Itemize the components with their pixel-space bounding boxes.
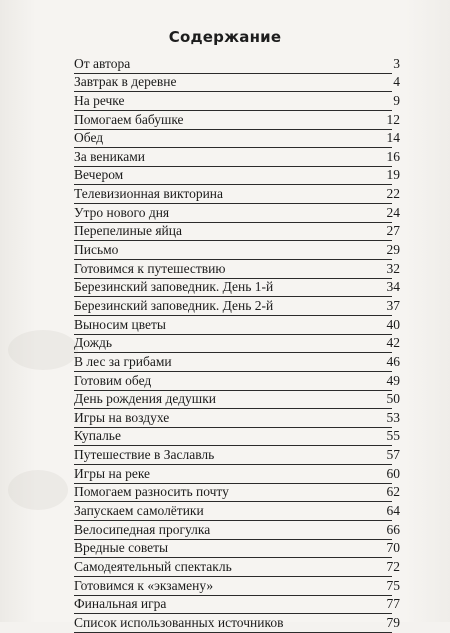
toc-entry: [74, 167, 400, 186]
toc-entry-title: Обед: [74, 130, 104, 146]
toc-entry-page-number: 3: [393, 55, 400, 71]
toc-entry-page-number: 19: [386, 167, 400, 183]
toc-entry-page-number: 14: [386, 130, 400, 146]
toc-entry: [74, 577, 400, 596]
toc-entry-title: Список использованных источников: [74, 614, 284, 630]
toc-entry-title: Помогаем бабушке: [74, 111, 184, 127]
toc-entry: [74, 502, 400, 521]
toc-entry-page-number: 12: [386, 111, 400, 127]
toc-entry: [74, 558, 400, 577]
toc-entry-page-number: 77: [386, 596, 400, 612]
toc-entry-title: Вечером: [74, 167, 124, 183]
toc-entry-page-number: 53: [386, 409, 400, 425]
toc-entry: [74, 391, 400, 410]
toc-entry-title: Готовим обед: [74, 372, 152, 388]
toc-entry-title: Игры на воздухе: [74, 409, 170, 425]
toc-entry: [74, 446, 400, 465]
table-of-contents: [74, 55, 400, 633]
toc-entry-title: День рождения дедушки: [74, 391, 216, 407]
toc-entry: [74, 428, 400, 447]
toc-entry-page-number: 70: [386, 540, 400, 556]
toc-entry: [74, 316, 400, 335]
toc-entry-page-number: 79: [386, 614, 400, 630]
toc-entry-page-number: 60: [386, 465, 400, 481]
toc-entry-title: Завтрак в деревне: [74, 74, 177, 90]
toc-entry-page-number: 29: [386, 242, 400, 258]
toc-entry-title: Помогаем разносить почту: [74, 484, 229, 500]
toc-entry-title: За вениками: [74, 148, 145, 164]
toc-entry-page-number: 75: [386, 577, 400, 593]
toc-entry: [74, 465, 400, 484]
toc-entry-title: Путешествие в Заславль: [74, 447, 215, 463]
toc-entry-title: Игры на реке: [74, 465, 151, 481]
toc-entry-title: На речке: [74, 92, 125, 108]
toc-entry-page-number: 40: [386, 316, 400, 332]
toc-entry: [74, 297, 400, 316]
toc-entry: [74, 372, 400, 391]
toc-entry-title: Самодеятельный спектакль: [74, 558, 232, 574]
toc-entry-title: Березинский заповедник. День 2-й: [74, 297, 274, 313]
toc-entry-title: От автора: [74, 55, 131, 71]
toc-entry-page-number: 24: [386, 204, 400, 220]
toc-entry: [74, 335, 400, 354]
page-title: Содержание: [168, 28, 282, 46]
toc-entry-page-number: 64: [386, 503, 400, 519]
toc-entry: [74, 484, 400, 503]
toc-entry-page-number: 22: [386, 186, 400, 202]
toc-entry: [74, 185, 400, 204]
toc-entry-page-number: 57: [386, 447, 400, 463]
toc-entry-title: Запускаем самолётики: [74, 503, 204, 519]
toc-entry-title: Березинский заповедник. День 1-й: [74, 279, 274, 295]
toc-entry: [74, 92, 400, 111]
toc-entry-page-number: 27: [386, 223, 400, 239]
toc-entry: [74, 614, 400, 633]
toc-entry-title: Готовимся к путешествию: [74, 260, 226, 276]
toc-entry-page-number: 16: [386, 148, 400, 164]
toc-entry-title: Утро нового дня: [74, 204, 170, 220]
toc-entry-page-number: 37: [386, 297, 400, 313]
toc-entry-page-number: 62: [386, 484, 400, 500]
toc-entry-title: Финальная игра: [74, 596, 167, 612]
toc-entry: [74, 55, 400, 74]
toc-entry-page-number: 34: [386, 279, 400, 295]
toc-entry: [74, 279, 400, 298]
toc-entry: [74, 353, 400, 372]
toc-entry-page-number: 42: [386, 335, 400, 351]
toc-entry: [74, 74, 400, 93]
toc-entry-page-number: 9: [393, 92, 400, 108]
toc-entry-title: Велосипедная прогулка: [74, 521, 211, 537]
bleed-through-shape: [8, 330, 78, 370]
toc-entry: [74, 596, 400, 615]
toc-entry: [74, 223, 400, 242]
toc-entry: [74, 111, 400, 130]
toc-entry-title: Дождь: [74, 335, 112, 351]
toc-entry: [74, 130, 400, 149]
toc-entry: [74, 521, 400, 540]
toc-entry-title: В лес за грибами: [74, 353, 172, 369]
toc-entry-page-number: 50: [386, 391, 400, 407]
toc-entry: [74, 260, 400, 279]
toc-entry: [74, 241, 400, 260]
toc-entry-page-number: 49: [386, 372, 400, 388]
toc-entry-page-number: 72: [386, 558, 400, 574]
toc-entry-page-number: 55: [386, 428, 400, 444]
toc-entry-title: Перепелиные яйца: [74, 223, 182, 239]
toc-entry: [74, 540, 400, 559]
toc-entry: [74, 148, 400, 167]
toc-entry-page-number: 4: [393, 74, 400, 90]
toc-entry-title: Готовимся к «экзамену»: [74, 577, 214, 593]
toc-entry-title: Купалье: [74, 428, 121, 444]
toc-entry-page-number: 66: [386, 521, 400, 537]
bleed-through-shape: [8, 470, 68, 510]
toc-entry-page-number: 46: [386, 353, 400, 369]
toc-entry-title: Выносим цветы: [74, 316, 167, 332]
toc-entry-page-number: 32: [386, 260, 400, 276]
toc-entry-title: Вредные советы: [74, 540, 169, 556]
toc-entry-title: Телевизионная викторина: [74, 186, 224, 202]
toc-entry: [74, 204, 400, 223]
toc-entry-title: Письмо: [74, 242, 119, 258]
toc-entry: [74, 409, 400, 428]
